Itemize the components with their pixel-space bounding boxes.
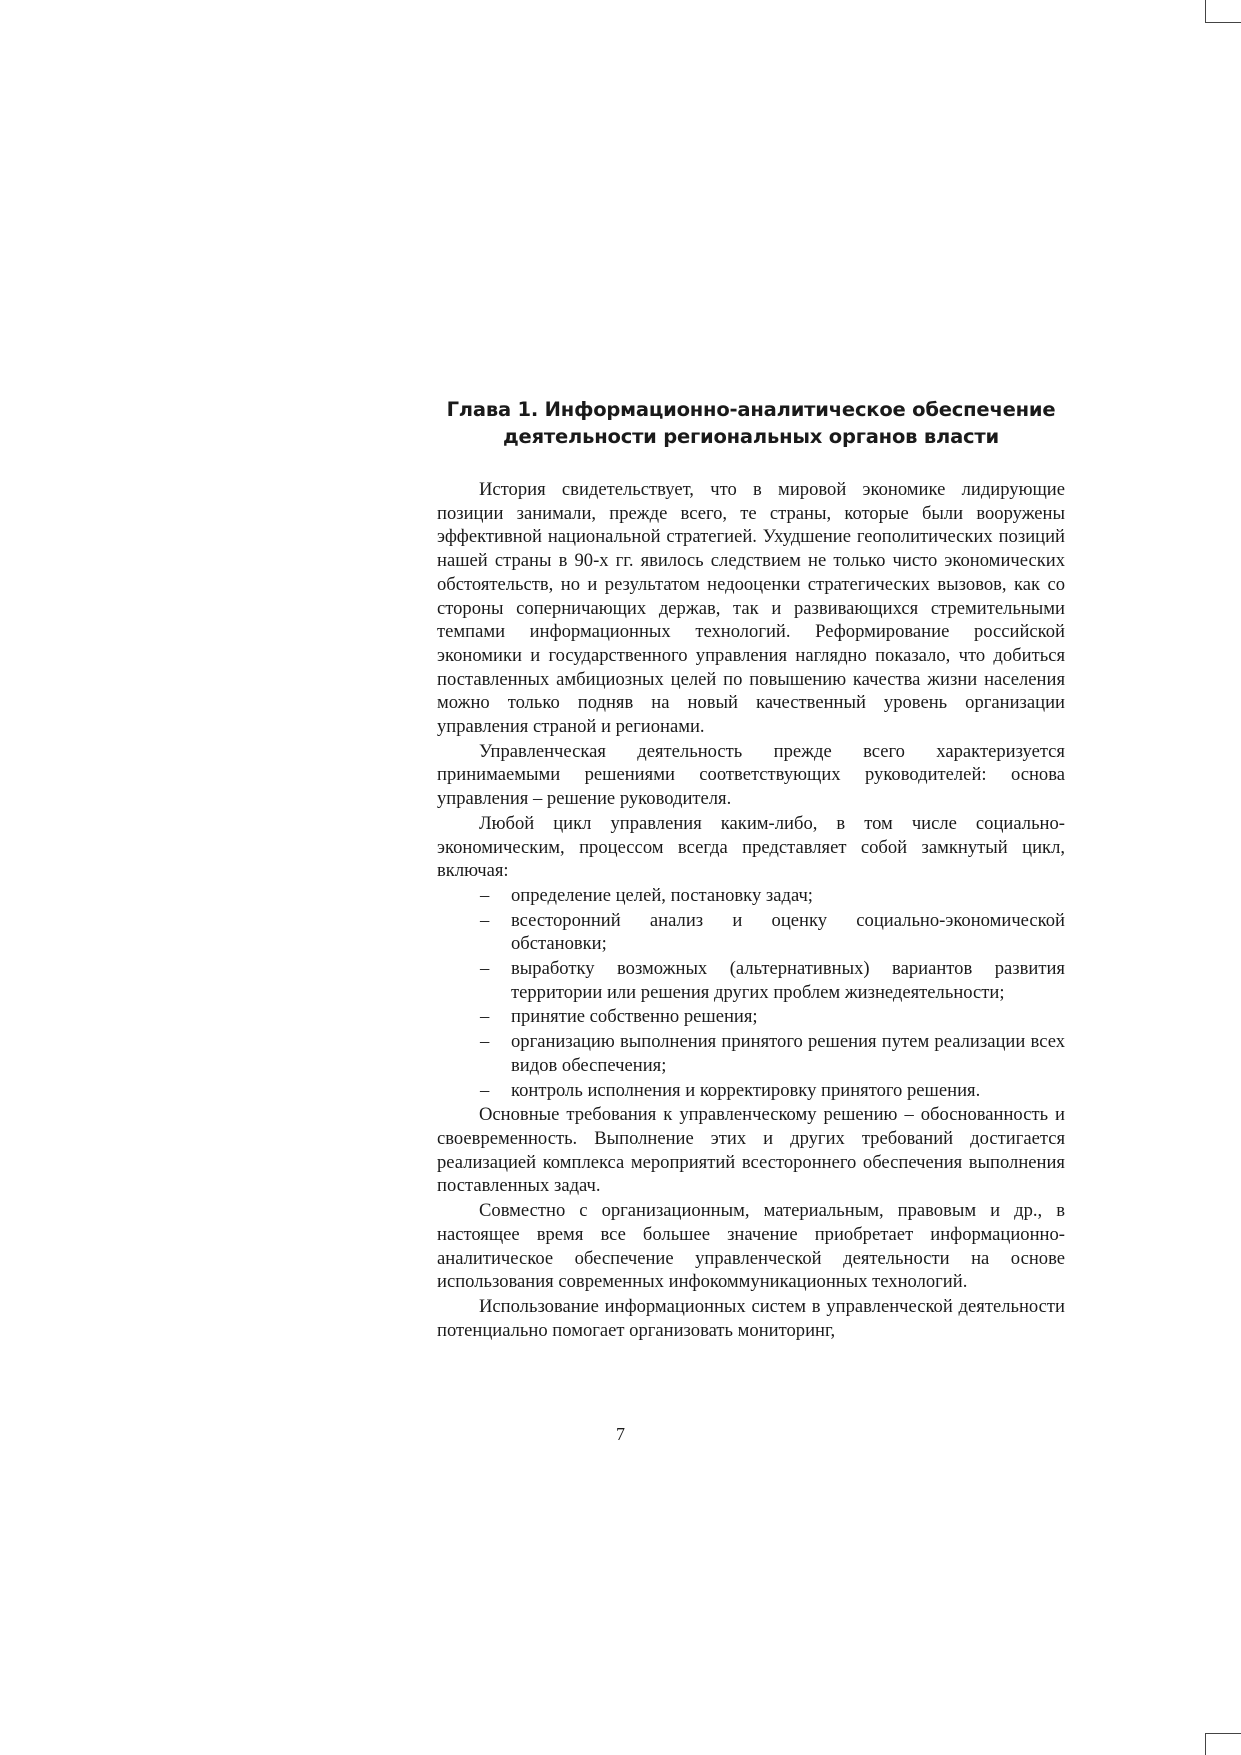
chapter-title-line-2: деятельности региональных органов власти [503, 425, 999, 448]
list-item-text: принятие собственно решения; [511, 1006, 758, 1028]
paragraph-management-activity: Управленческая деятельность прежде всего характеризуется принимаемыми решениями соответствующих руководителей: основа управления – решение руководителя. [437, 740, 1065, 810]
list-dash: – [480, 884, 490, 906]
list-item-text: выработку возможных (альтернативных) вариантов развития территории или решения других проблем жизнедеятельности; [511, 958, 1065, 1003]
management-cycle-list [437, 884, 1065, 1102]
list-item [437, 957, 1065, 1004]
list-dash: – [480, 909, 490, 931]
list-item-text: всесторонний анализ и оценку социально-экономической обстановки; [511, 909, 1065, 955]
crop-mark-bottom-horizontal [1205, 1733, 1241, 1734]
paragraph-information-systems: Использование информационных систем в управленческой деятельности потенциально помогает организовать мониторинг, [437, 1295, 1065, 1341]
page-number: 7 [616, 1424, 625, 1444]
list-dash: – [480, 1031, 490, 1053]
paragraph-management-cycle: Любой цикл управления каким-либо, в том числе социально-экономическим, процессом всегда представляет собой замкнутый цикл, включая: [437, 812, 1065, 882]
list-item-text: контроль исполнения и корректировку принятого решения. [511, 1079, 981, 1101]
list-item [437, 1005, 1065, 1029]
page-content [437, 396, 1065, 1343]
list-dash: – [480, 1006, 490, 1028]
paragraph-history: История свидетельствует, что в мировой экономике лидирующие позиции занимали, прежде всего, те страны, которые были вооружены эффективной национальной стратегией. Ухудшение геополитических позиций нашей страны в 90-х гг. явилось следствием не только чисто экономических обстоятельств, но и результатом недооценки стратегических вызовов, как со стороны соперничающих держав, так и развивающихся стремительными темпами информационных технологий. Реформирование российской экономики и государственного управления наглядно показало, что добиться поставленных амбициозных целей по повышению качества жизни населения можно только подняв на новый качественный уровень организации управления страной и регионами. [437, 479, 1065, 738]
chapter-title [437, 396, 1065, 450]
paragraph-information-support: Совместно с организационным, материальным, правовым и др., в настоящее время все большее значение приобретает информационно-аналитическое обеспечение управленческой деятельности на основе использования современных инфокоммуникационных технологий. [437, 1200, 1065, 1293]
list-item [437, 1079, 1065, 1103]
crop-mark-bottom-vertical [1205, 1733, 1206, 1755]
crop-mark-top-vertical [1205, 0, 1206, 22]
list-dash: – [480, 1079, 490, 1101]
crop-mark-top-horizontal [1205, 22, 1241, 23]
list-item [437, 884, 1065, 908]
paragraph-requirements: Основные требования к управленческому решению – обоснованность и своевременность. Выполнение этих и других требований достигается реализацией комплекса мероприятий всестороннего обеспечения выполнения поставленных задач. [437, 1104, 1065, 1197]
list-item [437, 1030, 1065, 1077]
list-dash: – [480, 958, 490, 980]
chapter-title-line-1: Глава 1. Информационно-аналитическое обеспечение [446, 398, 1056, 421]
list-item-text: определение целей, постановку задач; [511, 884, 813, 906]
list-item [437, 909, 1065, 956]
list-item-text: организацию выполнения принятого решения путем реализации всех видов обеспечения; [511, 1031, 1065, 1076]
